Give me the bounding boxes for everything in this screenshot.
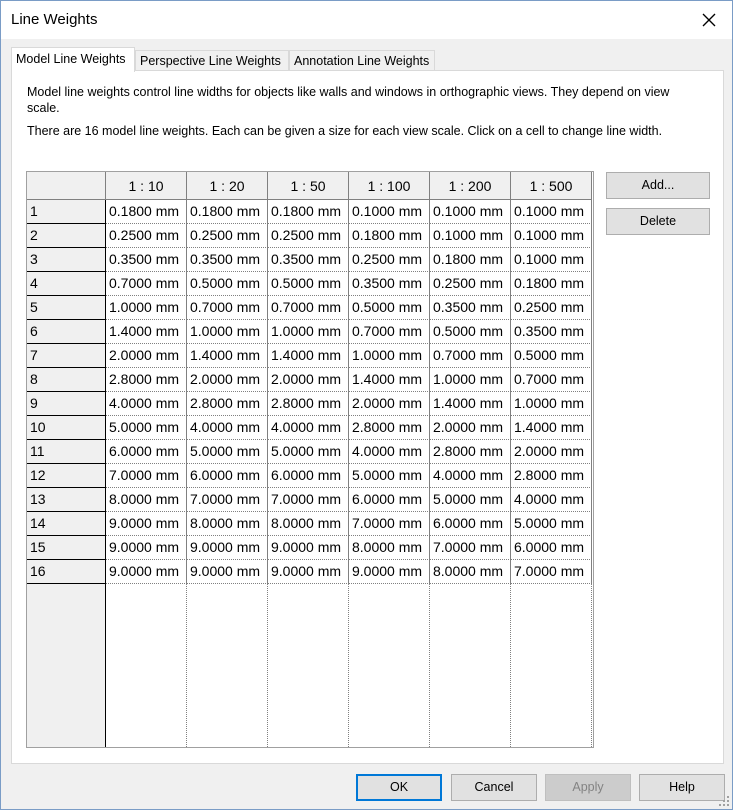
line-weight-cell[interactable]: 1.4000 mm: [511, 416, 592, 440]
line-weight-cell[interactable]: 6.0000 mm: [268, 464, 349, 488]
line-weight-cell[interactable]: 6.0000 mm: [106, 440, 187, 464]
line-weight-cell[interactable]: 2.0000 mm: [349, 392, 430, 416]
line-weight-cell[interactable]: 2.0000 mm: [430, 416, 511, 440]
line-weight-cell[interactable]: 0.7000 mm: [187, 296, 268, 320]
column-header: 1 : 500: [511, 172, 592, 200]
line-weights-table: [26, 171, 594, 748]
row-header: 14: [27, 512, 106, 536]
line-weight-cell[interactable]: 2.8000 mm: [430, 440, 511, 464]
line-weight-cell[interactable]: 2.0000 mm: [187, 368, 268, 392]
line-weight-cell[interactable]: 2.8000 mm: [106, 368, 187, 392]
line-weight-cell[interactable]: 0.3500 mm: [187, 248, 268, 272]
line-weight-cell[interactable]: 0.1000 mm: [511, 200, 592, 224]
line-weight-cell[interactable]: 8.0000 mm: [349, 536, 430, 560]
line-weight-cell[interactable]: 0.1000 mm: [511, 248, 592, 272]
line-weight-cell[interactable]: 0.2500 mm: [106, 224, 187, 248]
description-line-2: There are 16 model line weights. Each can be given a size for each view scale. Click on a cell to change line width.: [27, 124, 663, 138]
row-header: 16: [27, 560, 106, 584]
line-weight-cell[interactable]: 9.0000 mm: [187, 560, 268, 584]
line-weight-cell[interactable]: 9.0000 mm: [106, 536, 187, 560]
line-weight-cell[interactable]: 7.0000 mm: [349, 512, 430, 536]
row-header: 7: [27, 344, 106, 368]
apply-button: Apply: [545, 774, 631, 801]
line-weight-cell[interactable]: 0.1000 mm: [430, 200, 511, 224]
line-weight-cell[interactable]: 5.0000 mm: [268, 440, 349, 464]
line-weight-cell[interactable]: 0.5000 mm: [268, 272, 349, 296]
line-weight-cell[interactable]: 0.1800 mm: [511, 272, 592, 296]
line-weight-cell[interactable]: 0.1000 mm: [430, 224, 511, 248]
line-weight-cell[interactable]: 0.2500 mm: [187, 224, 268, 248]
line-weight-cell[interactable]: 4.0000 mm: [187, 416, 268, 440]
line-weight-cell[interactable]: 7.0000 mm: [187, 488, 268, 512]
line-weight-cell[interactable]: 0.1800 mm: [349, 224, 430, 248]
tab-model-line-weights[interactable]: Model Line Weights: [11, 47, 135, 72]
tab-perspective-line-weights[interactable]: Perspective Line Weights: [135, 50, 289, 71]
line-weight-cell[interactable]: 9.0000 mm: [349, 560, 430, 584]
resize-grip-icon[interactable]: [718, 795, 730, 807]
add-button[interactable]: Add...: [606, 172, 710, 199]
line-weight-cell[interactable]: 4.0000 mm: [106, 392, 187, 416]
row-header: 6: [27, 320, 106, 344]
dialog-title: Line Weights: [11, 11, 98, 28]
row-header: 3: [27, 248, 106, 272]
line-weight-cell[interactable]: 2.0000 mm: [511, 440, 592, 464]
line-weight-cell[interactable]: 0.7000 mm: [430, 344, 511, 368]
tab-panel: [11, 70, 724, 764]
tab-annotation-line-weights[interactable]: Annotation Line Weights: [289, 50, 435, 71]
description-line-1: Model line weights control line widths for objects like walls and windows in orthographic views. They depend on view: [27, 85, 670, 99]
line-weight-cell[interactable]: 0.1000 mm: [349, 200, 430, 224]
row-header: 8: [27, 368, 106, 392]
line-weight-cell[interactable]: 8.0000 mm: [430, 560, 511, 584]
line-weight-cell[interactable]: 5.0000 mm: [187, 440, 268, 464]
line-weight-cell[interactable]: 0.2500 mm: [511, 296, 592, 320]
line-weight-cell[interactable]: 4.0000 mm: [511, 488, 592, 512]
line-weight-cell[interactable]: 4.0000 mm: [430, 464, 511, 488]
line-weight-cell[interactable]: 0.3500 mm: [268, 248, 349, 272]
line-weight-cell[interactable]: 2.0000 mm: [268, 368, 349, 392]
row-header: 13: [27, 488, 106, 512]
line-weight-cell[interactable]: 2.8000 mm: [268, 392, 349, 416]
line-weight-cell[interactable]: 0.7000 mm: [349, 320, 430, 344]
description-line-1b: scale.: [27, 101, 60, 115]
line-weight-cell[interactable]: 1.4000 mm: [187, 344, 268, 368]
line-weight-cell[interactable]: 8.0000 mm: [268, 512, 349, 536]
title-bar: [1, 1, 732, 39]
row-header: 15: [27, 536, 106, 560]
line-weight-cell[interactable]: 0.1800 mm: [268, 200, 349, 224]
line-weight-cell[interactable]: 6.0000 mm: [187, 464, 268, 488]
line-weight-cell[interactable]: 0.7000 mm: [268, 296, 349, 320]
table-corner: [27, 172, 106, 200]
line-weight-cell[interactable]: 9.0000 mm: [106, 512, 187, 536]
line-weight-cell[interactable]: 0.5000 mm: [430, 320, 511, 344]
line-weight-cell[interactable]: 1.4000 mm: [268, 344, 349, 368]
line-weight-cell[interactable]: 0.7000 mm: [106, 272, 187, 296]
line-weight-cell[interactable]: 1.0000 mm: [349, 344, 430, 368]
line-weight-cell[interactable]: 1.0000 mm: [511, 392, 592, 416]
line-weight-cell[interactable]: 0.3500 mm: [349, 272, 430, 296]
line-weight-cell[interactable]: 0.5000 mm: [511, 344, 592, 368]
line-weight-cell[interactable]: 1.0000 mm: [187, 320, 268, 344]
line-weight-cell[interactable]: 0.1000 mm: [511, 224, 592, 248]
row-header: 5: [27, 296, 106, 320]
line-weight-cell[interactable]: 1.4000 mm: [430, 392, 511, 416]
line-weight-cell[interactable]: 0.1800 mm: [430, 248, 511, 272]
line-weight-cell[interactable]: 2.0000 mm: [106, 344, 187, 368]
line-weight-cell[interactable]: 4.0000 mm: [349, 440, 430, 464]
column-header: 1 : 20: [187, 172, 268, 200]
column-header: 1 : 50: [268, 172, 349, 200]
ok-button[interactable]: OK: [356, 774, 442, 801]
line-weight-cell[interactable]: 1.4000 mm: [106, 320, 187, 344]
line-weight-cell[interactable]: 5.0000 mm: [511, 512, 592, 536]
line-weight-cell[interactable]: 8.0000 mm: [187, 512, 268, 536]
line-weight-cell[interactable]: 8.0000 mm: [106, 488, 187, 512]
line-weight-cell[interactable]: 7.0000 mm: [511, 560, 592, 584]
line-weight-cell[interactable]: 7.0000 mm: [106, 464, 187, 488]
line-weight-cell[interactable]: 0.1800 mm: [187, 200, 268, 224]
line-weight-cell[interactable]: 2.8000 mm: [349, 416, 430, 440]
line-weight-cell[interactable]: 9.0000 mm: [106, 560, 187, 584]
line-weight-cell[interactable]: 9.0000 mm: [187, 536, 268, 560]
line-weight-cell[interactable]: 0.5000 mm: [349, 296, 430, 320]
line-weight-cell[interactable]: 0.2500 mm: [430, 272, 511, 296]
row-header: 4: [27, 272, 106, 296]
line-weight-cell[interactable]: 6.0000 mm: [430, 512, 511, 536]
row-header: 2: [27, 224, 106, 248]
line-weight-cell[interactable]: 5.0000 mm: [106, 416, 187, 440]
row-header: 11: [27, 440, 106, 464]
row-header: 10: [27, 416, 106, 440]
line-weight-cell[interactable]: 0.3500 mm: [106, 248, 187, 272]
line-weight-cell[interactable]: 1.0000 mm: [430, 368, 511, 392]
line-weight-cell[interactable]: 4.0000 mm: [268, 416, 349, 440]
cancel-button[interactable]: Cancel: [451, 774, 537, 801]
row-header: 1: [27, 200, 106, 224]
delete-button[interactable]: Delete: [606, 208, 710, 235]
line-weight-cell[interactable]: 6.0000 mm: [511, 536, 592, 560]
column-header: 1 : 100: [349, 172, 430, 200]
line-weight-cell[interactable]: 1.0000 mm: [106, 296, 187, 320]
line-weight-cell[interactable]: 7.0000 mm: [430, 536, 511, 560]
help-button[interactable]: Help: [639, 774, 725, 801]
line-weight-cell[interactable]: 0.2500 mm: [349, 248, 430, 272]
close-button[interactable]: [686, 1, 732, 39]
line-weight-cell[interactable]: 0.1800 mm: [106, 200, 187, 224]
line-weight-cell[interactable]: 0.2500 mm: [268, 224, 349, 248]
line-weight-cell[interactable]: 5.0000 mm: [430, 488, 511, 512]
close-icon: [702, 13, 716, 27]
row-header: 12: [27, 464, 106, 488]
line-weight-cell[interactable]: 0.3500 mm: [511, 320, 592, 344]
line-weight-cell[interactable]: 5.0000 mm: [349, 464, 430, 488]
line-weight-cell[interactable]: 6.0000 mm: [349, 488, 430, 512]
line-weight-cell[interactable]: 9.0000 mm: [268, 560, 349, 584]
line-weight-cell[interactable]: 0.7000 mm: [511, 368, 592, 392]
line-weight-cell[interactable]: 2.8000 mm: [511, 464, 592, 488]
line-weight-cell[interactable]: 0.3500 mm: [430, 296, 511, 320]
line-weight-cell[interactable]: 2.8000 mm: [187, 392, 268, 416]
column-header: 1 : 10: [106, 172, 187, 200]
line-weight-cell[interactable]: 7.0000 mm: [268, 488, 349, 512]
row-header: 9: [27, 392, 106, 416]
column-header: 1 : 200: [430, 172, 511, 200]
line-weight-cell[interactable]: 1.0000 mm: [268, 320, 349, 344]
line-weight-cell[interactable]: 0.5000 mm: [187, 272, 268, 296]
line-weight-cell[interactable]: 1.4000 mm: [349, 368, 430, 392]
line-weight-cell[interactable]: 9.0000 mm: [268, 536, 349, 560]
